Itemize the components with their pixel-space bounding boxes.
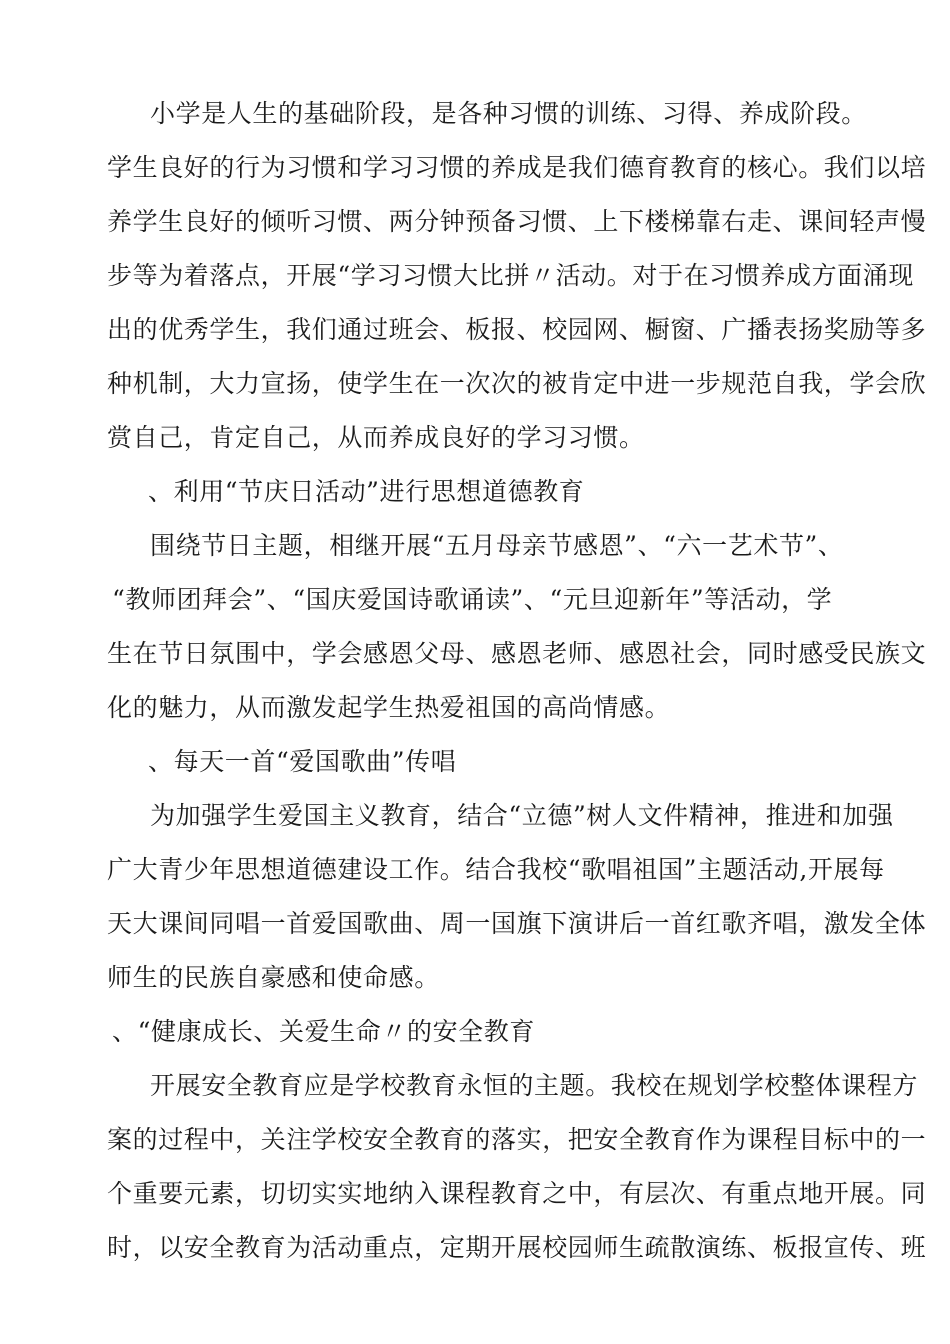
section-heading-festival: 、利用“节庆日活动”进行思想道德教育 — [148, 477, 585, 506]
paragraph-3-line-1: 为加强学生爱国主义教育，结合“立德”树人文件精神，推进和加强 — [150, 801, 894, 830]
paragraph-1-line-7: 赏自己，肯定自己，从而养成良好的学习习惯。 — [107, 423, 645, 452]
paragraph-1-line-6: 种机制，大力宣扬，使学生在一次次的被肯定中进一步规范自我，学会欣 — [107, 369, 927, 398]
paragraph-2-line-4: 化的魅力，从而激发起学生热爱祖国的高尚情感。 — [107, 693, 671, 722]
paragraph-1-line-2: 学生良好的行为习惯和学习习惯的养成是我们德育教育的核心。我们以培 — [107, 153, 927, 182]
paragraph-3-line-3: 天大课间同唱一首爱国歌曲、周一国旗下演讲后一首红歌齐唱，激发全体 — [107, 909, 927, 938]
paragraph-4-line-3: 个重要元素，切切实实地纳入课程教育之中，有层次、有重点地开展。同 — [107, 1179, 927, 1208]
paragraph-4-line-1: 开展安全教育应是学校教育永恒的主题。我校在规划学校整体课程方 — [150, 1071, 919, 1100]
paragraph-3-line-2: 广大青少年思想道德建设工作。结合我校“歌唱祖国”主题活动,开展每 — [107, 855, 885, 884]
paragraph-1-line-4: 步等为着落点，开展“学习习惯大比拼〃活动。对于在习惯养成方面涌现 — [107, 261, 914, 290]
paragraph-2-line-2: “教师团拜会”、“国庆爱国诗歌诵读”、“元旦迎新年”等活动，学 — [112, 585, 833, 614]
paragraph-3-line-4: 师生的民族自豪感和使命感。 — [107, 963, 440, 992]
paragraph-1-line-5: 出的优秀学生，我们通过班会、板报、校园网、橱窗、广播表扬奖励等多 — [107, 315, 927, 344]
paragraph-4-line-2: 案的过程中，关注学校安全教育的落实，把安全教育作为课程目标中的一 — [107, 1125, 927, 1154]
paragraph-4-line-4: 时，以安全教育为活动重点，定期开展校园师生疏散演练、板报宣传、班 — [107, 1233, 927, 1262]
paragraph-1-line-3: 养学生良好的倾听习惯、两分钟预备习惯、上下楼梯靠右走、课间轻声慢 — [107, 207, 927, 236]
section-heading-songs: 、每天一首“爱国歌曲”传唱 — [148, 747, 457, 776]
section-heading-safety: 、“健康成长、关爱生命〃的安全教育 — [112, 1017, 535, 1046]
paragraph-1-line-1: 小学是人生的基础阶段，是各种习惯的训练、习得、养成阶段。 — [150, 99, 867, 128]
paragraph-2-line-1: 围绕节日主题，相继开展“五月母亲节感恩”、“六一艺术节”、 — [150, 531, 844, 560]
paragraph-2-line-3: 生在节日氛围中，学会感恩父母、感恩老师、感恩社会，同时感受民族文 — [107, 639, 927, 668]
